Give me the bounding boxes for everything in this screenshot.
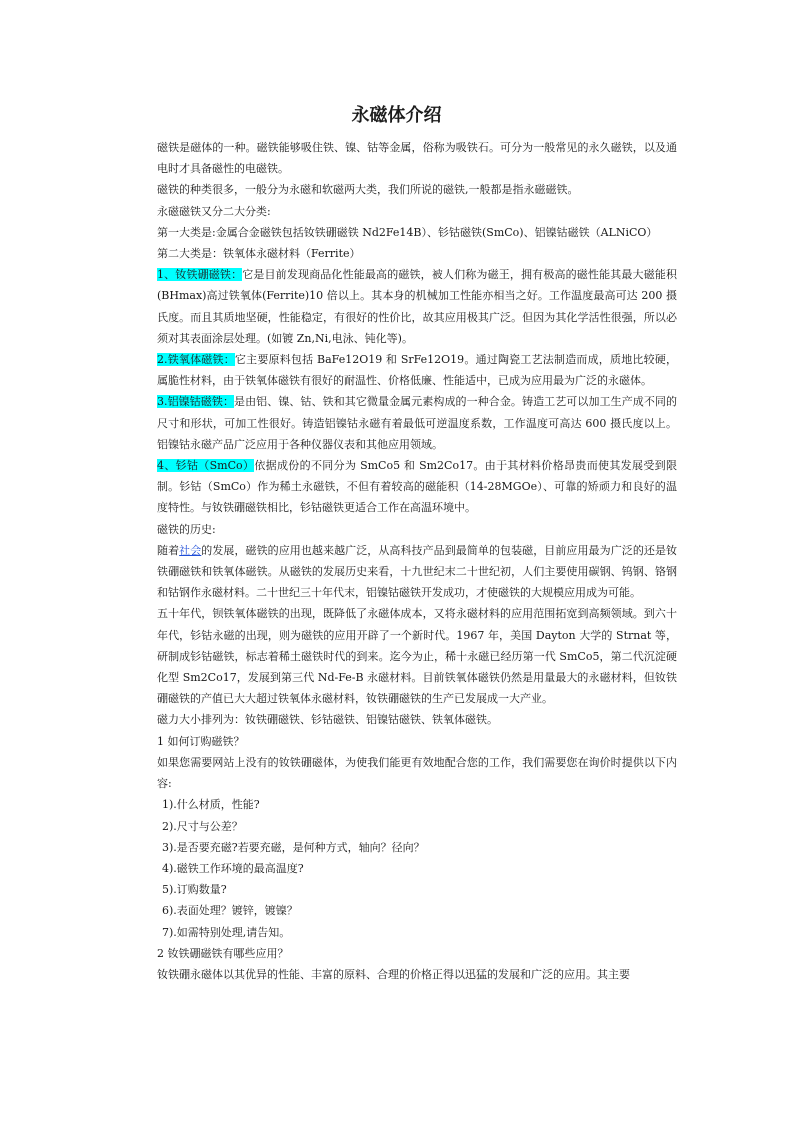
history-paragraph-2: 五十年代，钡铁氧体磁铁的出现，既降低了永磁体成本，又将永磁材料的应用范围拓宽到高频领域。到六十年代，钐钴永磁的出现，则为磁铁的应用开辟了一个新时代。1967 年，美国 Dayton 大学的 Strnat 等，研制成钐钴磁铁，标志着稀土磁铁时代的到来。迄今为止，稀十永磁已经历第一代 SmCo5，第二代沉淀硬化型 Sm2Co17，发展到第三代 Nd-Fe-B 永磁材料。目前铁氧体磁铁仍然是用量最大的永磁材料，但钕铁硼磁铁的产值已大大超过铁氧体永磁材料，钕铁硼磁铁的生产已发展成一大产业。 bbox=[157, 607, 677, 706]
order-item: 3).是否要充磁?若要充磁，是何种方式，轴向？径向？ bbox=[162, 840, 425, 854]
highlight-label-ferrite: 2.铁氧体磁铁： bbox=[157, 353, 235, 367]
order-item: 4).磁铁工作环境的最高温度? bbox=[162, 861, 304, 875]
type-text-ndfeb: 它是目前发现商品化性能最高的磁铁，被人们称为磁王，拥有极高的磁性能其最大磁能积(BHmax)高过铁氧体(Ferrite)10 倍以上。其本身的机械加工性能亦相当之好。工作温度最高可达 200 摄氏度。而且其质地坚硬，性能稳定，有很好的性价比，故其应用极其广泛。但因为其化学活性很强，所以必须对其表面涂层处理。(如镀 Zn,Ni,电泳、钝化等)。 bbox=[157, 268, 677, 345]
type-text-ferrite: 它主要原料包括 BaFe12O19 和 SrFe12O19。通过陶瓷工艺法制造而成，质地比较硬，属脆性材料，由于铁氧体磁铁有很好的耐温性、价格低廉、性能适中，已成为应用最为广泛的永磁体。 bbox=[157, 353, 678, 388]
type-paragraph-ferrite bbox=[157, 349, 677, 391]
history-heading: 磁铁的历史: bbox=[157, 522, 216, 536]
intro-paragraph-4: 第一大类是:金属合金磁铁包括钕铁硼磁铁 Nd2Fe14B）、钐钴磁铁(SmCo)、铝镍钴磁铁（ALNiCO） bbox=[157, 225, 658, 239]
highlight-label-ndfeb: 1、钕铁硼磁铁： bbox=[157, 268, 243, 282]
order-heading: 1 如何订购磁铁？ bbox=[157, 734, 245, 748]
order-intro: 如果您需要网站上没有的钕铁硼磁体，为使我们能更有效地配合您的工作，我们需要您在询价时提供以下内容: bbox=[157, 755, 677, 791]
type-paragraph-alnico bbox=[157, 391, 677, 455]
highlight-label-alnico: 3.铝镍钴磁铁： bbox=[157, 395, 235, 409]
type-text-smco: 依据成份的不同分为 SmCo5 和 Sm2Co17。由于其材料价格昂贵而使其发展受到限制。钐钴（SmCo）作为稀土永磁铁，不但有着较高的磁能积（14-28MGOe）、可靠的矫顽力和良好的温度特性。与钕铁硼磁铁相比，钐钴磁铁更适合工作在高温环境中。 bbox=[157, 459, 677, 515]
intro-paragraph-3: 永磁磁铁又分二大分类: bbox=[157, 204, 271, 218]
society-link[interactable]: 社会 bbox=[179, 543, 202, 557]
intro-paragraph-5: 第二大类是：铁氧体永磁材料（Ferrite） bbox=[157, 247, 361, 261]
document-body bbox=[157, 137, 677, 985]
history-paragraph-1 bbox=[157, 540, 677, 604]
type-paragraph-ndfeb bbox=[157, 264, 677, 349]
history-text-after: 的发展，磁铁的应用也越来越广泛，从高科技产品到最简单的包装磁，目前应用最为广泛的还是钕铁硼磁铁和铁氧体磁铁。从磁铁的发展历史来看，十九世纪末二十世纪初，人们主要使用碳钢、钨钢、铬钢和钴钢作永磁材料。二十世纪三十年代末，铝镍钴磁铁开发成功，才使磁铁的大规模应用成为可能。 bbox=[157, 543, 678, 600]
type-text-alnico: 是由铝、镍、钴、铁和其它微量金属元素构成的一种合金。铸造工艺可以加工生产成不同的尺寸和形状，可加工性很好。铸造铝镍钴永磁有着最低可逆温度系数，工作温度可高达 600 摄氏度以上。铝镍钴永磁产品广泛应用于各种仪器仪表和其他应用领域。 bbox=[157, 395, 677, 451]
order-item: 5).订购数量? bbox=[162, 883, 227, 897]
order-item: 1).什么材质，性能? bbox=[162, 798, 260, 812]
type-paragraph-smco bbox=[157, 455, 677, 519]
history-text-before: 随着 bbox=[157, 543, 180, 557]
applications-paragraph: 钕铁硼永磁体以其优异的性能、丰富的原料、合理的价格正得以迅猛的发展和广泛的应用。其主要 bbox=[157, 967, 630, 981]
intro-paragraph-1: 磁铁是磁体的一种。磁铁能够吸住铁、镍、钴等金属，俗称为吸铁石。可分为一般常见的永久磁铁，以及通电时才具备磁性的电磁铁。 bbox=[157, 141, 677, 176]
intro-paragraph-2: 磁铁的种类很多，一般分为永磁和软磁两大类，我们所说的磁铁,一般都是指永磁磁铁。 bbox=[157, 183, 579, 197]
order-item: 7).如需特别处理,请告知。 bbox=[162, 925, 291, 939]
highlight-label-smco: 4、钐钴（SmCo） bbox=[157, 459, 255, 473]
order-item: 2).尺寸与公差？ bbox=[162, 819, 243, 833]
history-paragraph-3: 磁力大小排列为：钕铁硼磁铁、钐钴磁铁、铝镍钴磁铁、铁氧体磁铁。 bbox=[157, 713, 498, 727]
page-title: 永磁体介绍 bbox=[351, 105, 442, 126]
order-item: 6).表面处理？镀锌，镀镍？ bbox=[162, 904, 298, 918]
applications-heading: 2 钕铁硼磁铁有哪些应用？ bbox=[157, 946, 289, 960]
